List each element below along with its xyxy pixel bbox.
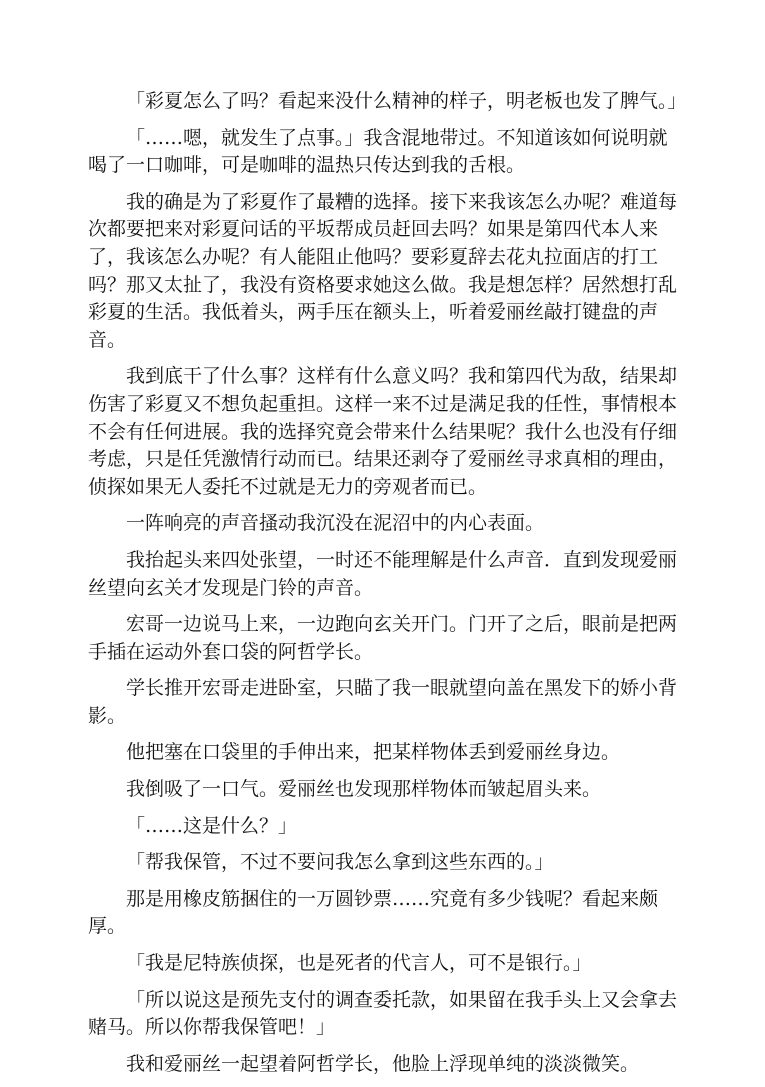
paragraph: 他把塞在口袋里的手伸出来，把某样物体丢到爱丽丝身边。 xyxy=(126,741,621,764)
paragraph: 宏哥一边说马上来，一边跑向玄关开门。门开了之后，眼前是把两手插在运动外套口袋的阿哲学长。 xyxy=(88,613,678,663)
paragraph: 「……这是什么？」 xyxy=(126,814,298,837)
paragraph: 我抬起头来四处张望，一时还不能理解是什么声音．直到发现爱丽丝望向玄关才发现是门铃的声音。 xyxy=(88,548,678,599)
paragraph: 「我是尼特族侦探，也是死者的代言人，可不是银行。」 xyxy=(126,952,592,975)
paragraph: 那是用橡皮筋捆住的一万圆钞票……究竟有多少钱呢？看起来颇厚。 xyxy=(88,887,659,938)
paragraph: 我到底干了什么事？这样有什么意义吗？我和第四代为敌，结果却伤害了彩夏又不想负起重担。这样一来不过是满足我的任性，事情根本不会有任何进展。我的选择究竟会带来什么结果呢？我什么也没有仔细考虑，只是任凭激情行动而已。结果还剥夺了爱丽丝寻求真相的理由，侦探如果无人委托不过就是无力的旁观者而已。 xyxy=(88,365,678,498)
paragraph: 一阵响亮的声音搔动我沉没在泥沼中的内心表面。 xyxy=(126,512,545,535)
paragraph: 「所以说这是预先支付的调查委托款，如果留在我手头上又会拿去赌马。所以你帮我保管吧！」 xyxy=(88,988,678,1039)
paragraph: 我倒吸了一口气。爱丽丝也发现那样物体而皱起眉头来。 xyxy=(126,778,602,801)
paragraph: 我和爱丽丝一起望着阿哲学长，他脸上浮现单纯的淡淡微笑。 xyxy=(126,1052,640,1075)
paragraph: 我的确是为了彩夏作了最糟的选择。接下来我该怎么办呢？难道每次都要把来对彩夏问话的平坂帮成员赶回去吗？如果是第四代本人来了，我该怎么办呢？有人能阻止他吗？要彩夏辞去花丸拉面店的打工吗？那又太扯了，我没有资格要求她这么做。我是想怎样？居然想打乱彩夏的生活。我低着头，两手压在额头上，听着爱丽丝敲打键盘的声音。 xyxy=(88,190,678,351)
paragraph: 学长推开宏哥走进卧室，只瞄了我一眼就望向盖在黑发下的娇小背影。 xyxy=(88,677,678,727)
document-page xyxy=(88,88,687,1087)
paragraph: 「帮我保管，不过不要问我怎么拿到这些东西的。」 xyxy=(126,851,554,874)
paragraph: 「彩夏怎么了吗？看起来没什么精神的样子，明老板也发了脾气。」 xyxy=(126,90,687,112)
paragraph: 「……嗯，就发生了点事。」我含混地带过。不知道该如何说明就喝了一口咖啡，可是咖啡的温热只传达到我的舌根。 xyxy=(88,126,668,177)
